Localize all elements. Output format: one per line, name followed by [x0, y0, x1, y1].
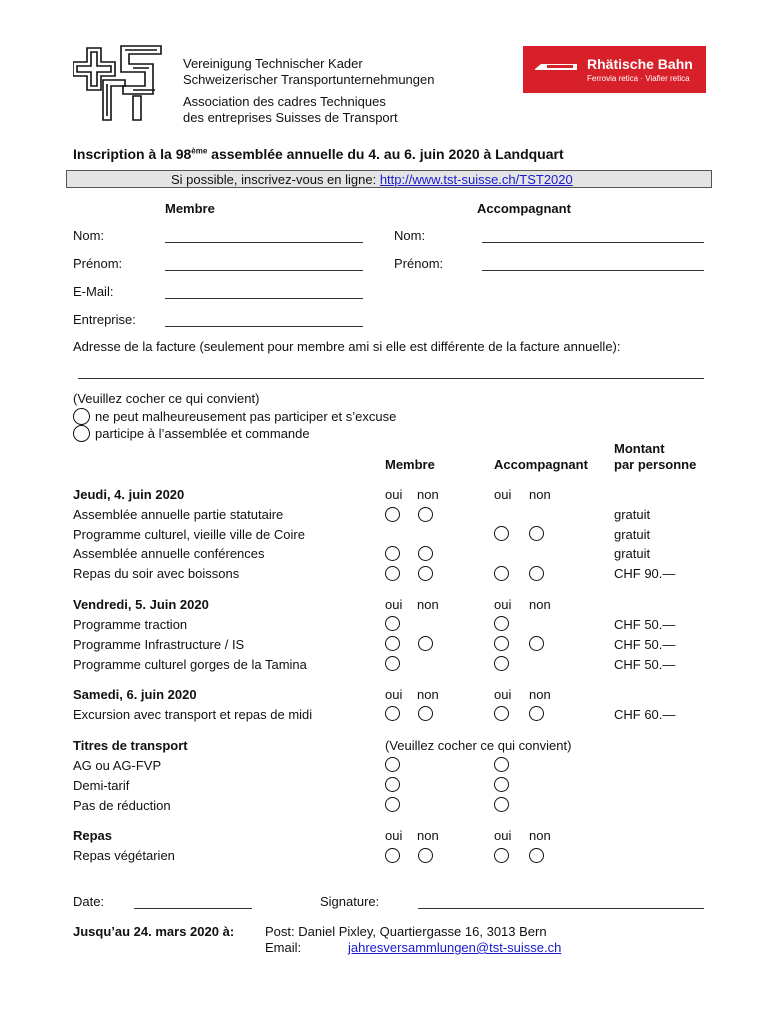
companion-prenom-label: Prénom: — [394, 256, 444, 271]
non-label: non — [529, 487, 551, 502]
non-label: non — [417, 597, 439, 612]
ticket-demi-companion[interactable] — [494, 777, 509, 792]
non-label: non — [529, 597, 551, 612]
thu-price-2: gratuit — [614, 527, 651, 542]
table-companion-heading: Accompagnant — [494, 457, 588, 472]
train-icon — [533, 61, 581, 73]
thu-3-member-non[interactable] — [418, 546, 433, 561]
ticket-demi-tarif: Demi-tarif — [73, 778, 130, 793]
fri-3-companion-oui[interactable] — [494, 656, 509, 671]
veg-companion-oui[interactable] — [494, 848, 509, 863]
thu-price-1: gratuit — [614, 507, 651, 522]
member-prenom-label: Prénom: — [73, 256, 123, 271]
fri-1-member-oui[interactable] — [385, 616, 400, 631]
fri-item-1: Programme traction — [73, 617, 188, 632]
choice-instruction: (Veuillez cocher ce qui convient) — [73, 391, 260, 406]
ticket-none-companion[interactable] — [494, 797, 509, 812]
fri-price-2: CHF 50.— — [614, 637, 676, 652]
thu-price-3: gratuit — [614, 546, 651, 561]
deadline: Jusqu’au 24. mars 2020 à: — [73, 924, 235, 939]
address-field[interactable] — [78, 378, 704, 379]
thu-item-4: Repas du soir avec boissons — [73, 566, 240, 581]
table-member-heading: Membre — [385, 457, 435, 472]
tst-logo — [73, 44, 165, 126]
member-nom-label: Nom: — [73, 228, 105, 243]
sat-1-companion-non[interactable] — [529, 706, 544, 721]
online-line — [171, 172, 573, 187]
ticket-none-member[interactable] — [385, 797, 400, 812]
online-link[interactable]: http://www.tst-suisse.ch/TST2020 — [379, 172, 573, 187]
fri-2-companion-non[interactable] — [529, 636, 544, 651]
veg-member-non[interactable] — [418, 848, 433, 863]
companion-heading: Accompagnant — [477, 201, 571, 216]
tickets-instruction: (Veuillez cocher ce qui convient) — [385, 738, 572, 753]
non-label: non — [417, 828, 439, 843]
title-post: assemblée annuelle du 4. au 6. juin 2020 à Landquart — [207, 146, 564, 162]
thursday-heading: Jeudi, 4. juin 2020 — [73, 487, 185, 502]
thu-1-member-oui[interactable] — [385, 507, 400, 522]
fri-2-companion-oui[interactable] — [494, 636, 509, 651]
sat-1-member-oui[interactable] — [385, 706, 400, 721]
sat-1-member-non[interactable] — [418, 706, 433, 721]
email-field[interactable] — [165, 298, 363, 299]
entreprise-label: Entreprise: — [73, 312, 136, 327]
sat-item-1: Excursion avec transport et repas de midi — [73, 707, 313, 722]
rhb-logo — [523, 46, 706, 93]
fri-3-member-oui[interactable] — [385, 656, 400, 671]
post-address: Post: Daniel Pixley, Quartiergasse 16, 3013 Bern — [265, 924, 547, 939]
meal-vegetarian: Repas végétarien — [73, 848, 175, 863]
saturday-heading: Samedi, 6. juin 2020 — [73, 687, 197, 702]
email-label-footer: Email: — [265, 940, 302, 955]
thu-price-4: CHF 90.— — [614, 566, 676, 581]
veg-member-oui[interactable] — [385, 848, 400, 863]
fri-2-member-non[interactable] — [418, 636, 433, 651]
member-nom-field[interactable] — [165, 242, 363, 243]
option-participate-label: participe à l’assemblée et commande — [95, 426, 310, 441]
veg-companion-non[interactable] — [529, 848, 544, 863]
address-label: Adresse de la facture (seulement pour membre ami si elle est différente de la facture annuelle): — [73, 339, 621, 354]
thu-4-companion-oui[interactable] — [494, 566, 509, 581]
fri-price-1: CHF 50.— — [614, 617, 676, 632]
fri-1-companion-oui[interactable] — [494, 616, 509, 631]
thu-2-companion-non[interactable] — [529, 526, 544, 541]
non-label: non — [417, 687, 439, 702]
non-label: non — [529, 687, 551, 702]
title-pre: Inscription à la 98 — [73, 146, 192, 162]
fri-item-3: Programme culturel gorges de la Tamina — [73, 657, 307, 672]
page-title — [73, 146, 564, 162]
amount-heading-1: Montant — [614, 441, 665, 456]
thu-item-2: Programme culturel, vieille ville de Coire — [73, 527, 305, 542]
sat-price-1: CHF 60.— — [614, 707, 676, 722]
org-name-fr-1: Association des cadres Techniques — [183, 94, 386, 109]
thu-3-member-oui[interactable] — [385, 546, 400, 561]
oui-label: oui — [494, 487, 512, 502]
org-name-de-1: Vereinigung Technischer Kader — [183, 56, 363, 71]
companion-prenom-field[interactable] — [482, 270, 704, 271]
date-field[interactable] — [134, 908, 252, 909]
sat-1-companion-oui[interactable] — [494, 706, 509, 721]
online-text: Si possible, inscrivez-vous en ligne: — [171, 172, 380, 187]
member-prenom-field[interactable] — [165, 270, 363, 271]
ticket-demi-member[interactable] — [385, 777, 400, 792]
online-registration-box — [66, 170, 712, 188]
thu-4-member-oui[interactable] — [385, 566, 400, 581]
fri-item-2: Programme Infrastructure / IS — [73, 637, 245, 652]
oui-label: oui — [385, 828, 403, 843]
companion-nom-field[interactable] — [482, 242, 704, 243]
rhb-tagline: Ferrovia retica · Viafier retica — [587, 74, 690, 83]
companion-nom-label: Nom: — [394, 228, 426, 243]
oui-label: oui — [494, 597, 512, 612]
thu-item-1: Assemblée annuelle partie statutaire — [73, 507, 284, 522]
ticket-ag: AG ou AG-FVP — [73, 758, 162, 773]
date-label: Date: — [73, 894, 105, 909]
non-label: non — [529, 828, 551, 843]
option-excuse-label: ne peut malheureusement pas participer et s’excuse — [95, 409, 397, 424]
oui-label: oui — [494, 828, 512, 843]
fri-price-3: CHF 50.— — [614, 657, 676, 672]
option-excuse-radio[interactable] — [73, 408, 90, 425]
member-heading: Membre — [165, 201, 215, 216]
oui-label: oui — [385, 487, 403, 502]
contact-email-link[interactable]: jahresversammlungen@tst-suisse.ch — [348, 940, 562, 955]
oui-label: oui — [385, 687, 403, 702]
ticket-ag-member[interactable] — [385, 757, 400, 772]
amount-heading-2: par personne — [614, 457, 697, 472]
thu-1-member-non[interactable] — [418, 507, 433, 522]
signature-field[interactable] — [418, 908, 704, 909]
entreprise-field[interactable] — [165, 326, 363, 327]
fri-2-member-oui[interactable] — [385, 636, 400, 651]
ticket-none: Pas de réduction — [73, 798, 171, 813]
rhb-name: Rhätische Bahn — [587, 56, 693, 72]
ticket-ag-companion[interactable] — [494, 757, 509, 772]
tickets-heading: Titres de transport — [73, 738, 188, 753]
oui-label: oui — [494, 687, 512, 702]
signature-label: Signature: — [320, 894, 380, 909]
option-participate-radio[interactable] — [73, 425, 90, 442]
friday-heading: Vendredi, 5. Juin 2020 — [73, 597, 209, 612]
title-sup: ème — [191, 146, 208, 156]
oui-label: oui — [385, 597, 403, 612]
thu-4-member-non[interactable] — [418, 566, 433, 581]
org-name-fr-2: des entreprises Suisses de Transport — [183, 110, 398, 125]
thu-item-3: Assemblée annuelle conférences — [73, 546, 265, 561]
thu-4-companion-non[interactable] — [529, 566, 544, 581]
thu-2-companion-oui[interactable] — [494, 526, 509, 541]
non-label: non — [417, 487, 439, 502]
meals-heading: Repas — [73, 828, 113, 843]
org-name-de-2: Schweizerischer Transportunternehmungen — [183, 72, 435, 87]
email-label: E-Mail: — [73, 284, 114, 299]
